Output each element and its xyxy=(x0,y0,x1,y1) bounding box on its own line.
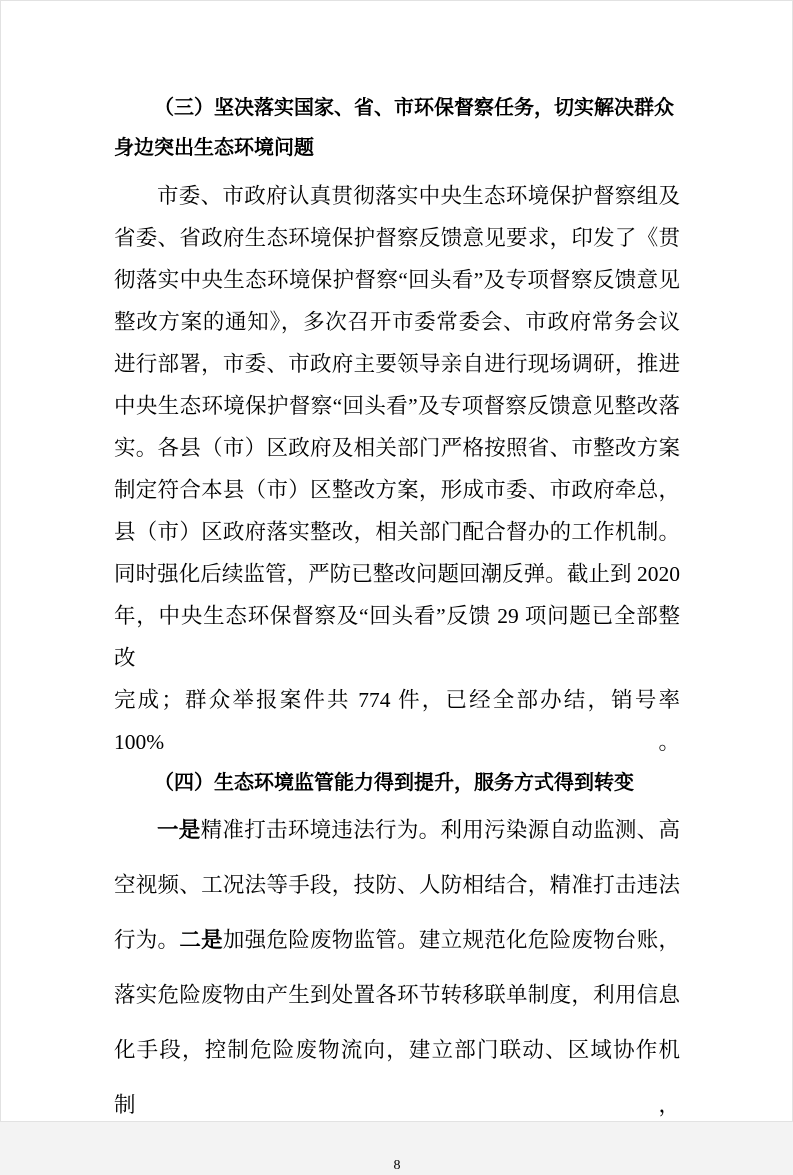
body-text: 精准打击环境违法行为。利用污染源自动监测、高 xyxy=(200,818,680,842)
paragraph-inspection xyxy=(114,175,680,763)
section-heading-4 xyxy=(114,763,680,803)
body-line: 完成；群众举报案件共 774 件，已经全部办结，销号率 100%。 xyxy=(114,688,680,754)
body-line: 进行部署，市委、市政府主要领导亲自进行现场调研，推进 xyxy=(114,352,680,376)
body-line xyxy=(114,803,680,858)
body-line: 落实危险废物由产生到处置各环节转移联单制度，利用信息 xyxy=(114,983,680,1007)
body-text: 行为。 xyxy=(114,928,180,952)
heading-line: 身边突出生态环境问题 xyxy=(114,137,314,159)
body-line: 省委、省政府生态环境保护督察反馈意见要求，印发了《贯 xyxy=(114,226,680,250)
bold-run-yishi: 一是 xyxy=(157,818,201,842)
body-line: 县（市）区政府落实整改，相关部门配合督办的工作机制。 xyxy=(114,520,680,544)
body-line: 空视频、工况法等手段，技防、人防相结合，精准打击违法 xyxy=(114,873,680,897)
body-line: 年，中央生态环保督察及“回头看”反馈 29 项问题已全部整改 xyxy=(114,604,680,670)
body-line: 中央生态环境保护督察“回头看”及专项督察反馈意见整改落 xyxy=(114,394,680,418)
body-line: 市委、市政府认真贯彻落实中央生态环境保护督察组及 xyxy=(157,184,680,208)
heading-line: （三）坚决落实国家、省、市环保督察任务，切实解决群众 xyxy=(154,97,674,119)
page-number: 8 xyxy=(393,1158,401,1173)
paragraph-supervision xyxy=(114,803,680,1133)
body-line: 整改方案的通知》，多次召开市委常委会、市政府常务会议 xyxy=(114,310,680,334)
body-line: 彻落实中央生态环境保护督察“回头看”及专项督察反馈意见 xyxy=(114,268,680,292)
body-line: 化手段，控制危险废物流向，建立部门联动、区域协作机制， xyxy=(114,1038,680,1117)
section-heading-3 xyxy=(114,88,680,168)
body-line: 同时强化后续监管，严防已整改问题回潮反弹。截止到 2020 xyxy=(114,562,680,586)
body-line xyxy=(114,913,680,968)
heading-line: （四）生态环境监管能力得到提升，服务方式得到转变 xyxy=(154,772,634,794)
body-line: 实。各县（市）区政府及相关部门严格按照省、市整改方案 xyxy=(114,436,680,460)
body-line: 制定符合本县（市）区整改方案，形成市委、市政府牵总， xyxy=(114,478,680,502)
bold-run-ershi: 二是 xyxy=(179,928,223,952)
body-text: 加强危险废物监管。建立规范化危险废物台账， xyxy=(222,928,680,952)
